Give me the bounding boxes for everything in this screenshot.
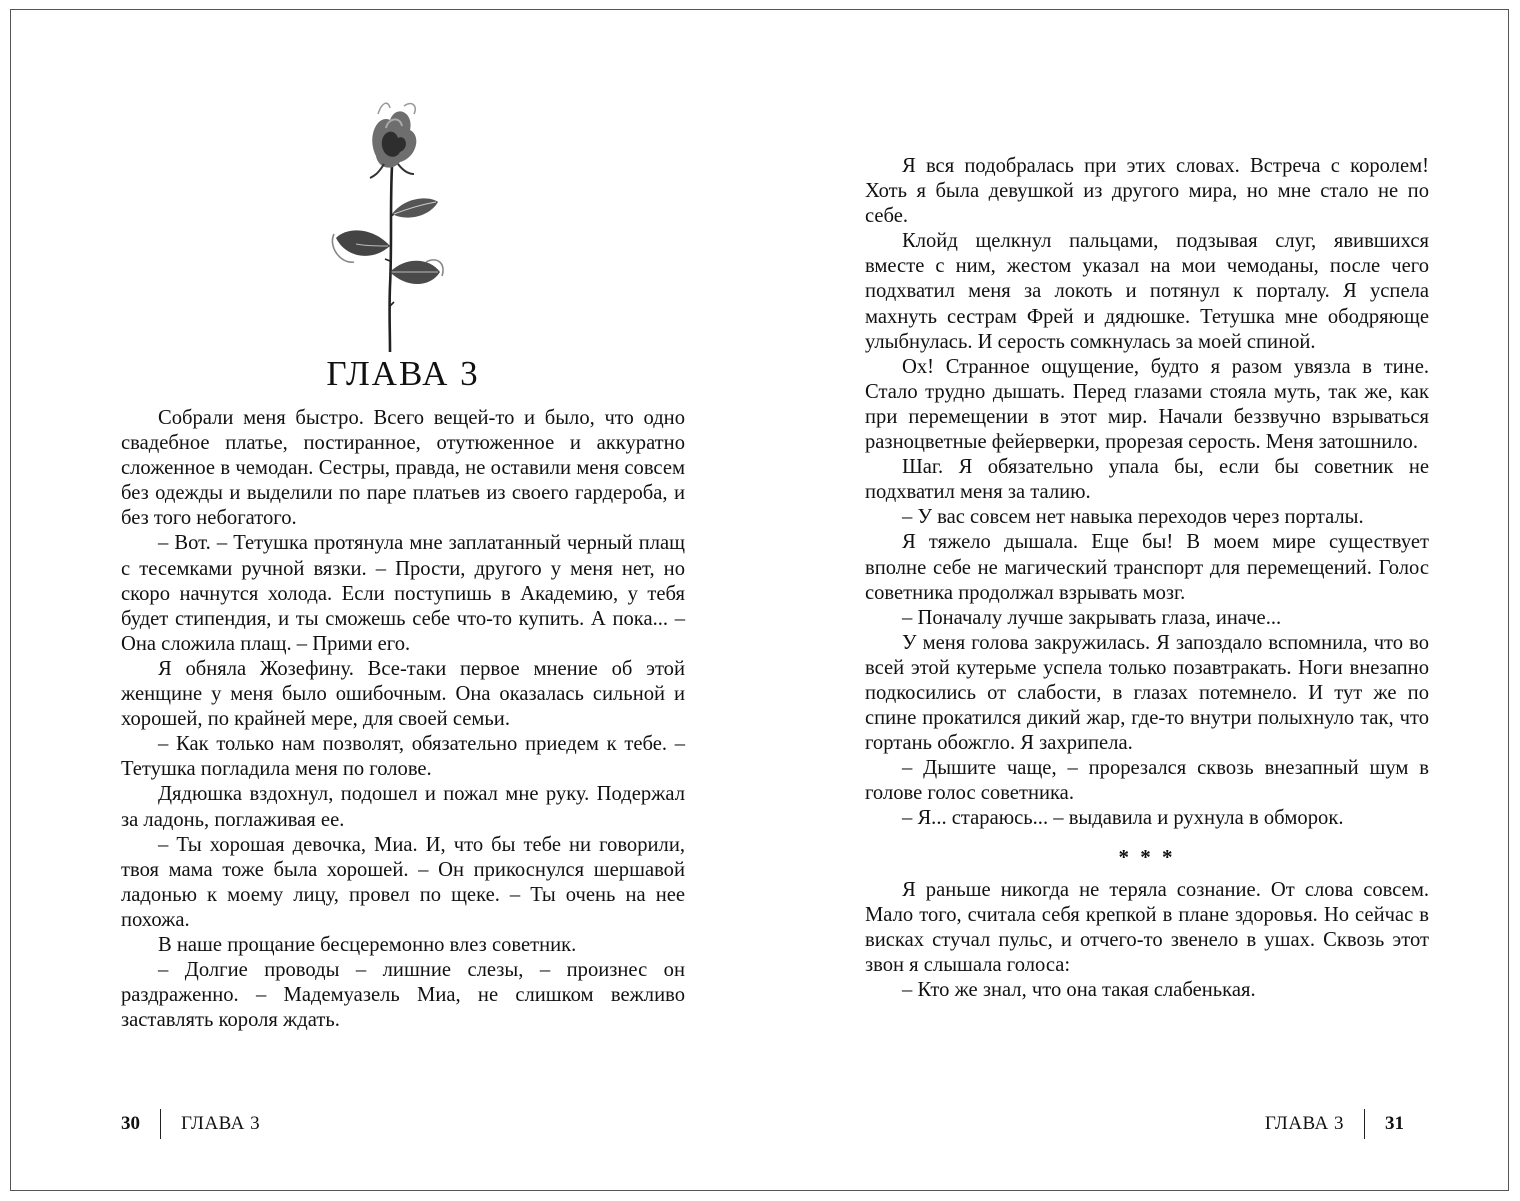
paragraph: Шаг. Я обязательно упала бы, если бы советник не подхватил меня за талию. — [865, 456, 1429, 504]
page-number: 31 — [1385, 1113, 1404, 1134]
paragraph: – Кто же знал, что она такая слабенькая. — [902, 978, 1256, 1001]
right-page-footer — [1265, 1108, 1404, 1140]
paragraph: – Ты хорошая девочка, Миа. И, что бы тебе ни говорили, твоя мама тоже была хорошей. – Он прикоснулся шершавой ладонью к моему лицу, провел по щеке. – Ты очень на нее похожа. — [121, 833, 685, 931]
paragraph: Дядюшка вздохнул, подошел и пожал мне руку. Подержал за ладонь, поглаживая ее. — [121, 783, 685, 831]
paragraph: Я раньше никогда не теряла сознание. От слова совсем. Мало того, считала себя крепкой в плане здоровья. Но сейчас в висках стучал пульс, и отчего-то звенело в ушах. Сквозь этот звон я слышала голоса: — [865, 878, 1429, 976]
left-page-footer — [121, 1108, 260, 1140]
paragraph: – Вот. – Тетушка протянула мне заплатанный черный плащ с тесемками ручной вязки. – Прости, другого у меня нет, но скоро начнутся холода. Если поступишь в Академию, у тебя будет стипендия, и ты сможешь себе что-то купить. А пока... – Она сложила плащ. – Прими его. — [121, 532, 685, 655]
chapter-title: ГЛАВА 3 — [326, 354, 480, 393]
footer-divider — [1364, 1109, 1365, 1139]
page-number: 30 — [121, 1113, 140, 1134]
book-spread — [10, 9, 1509, 1191]
paragraph: – Дышите чаще, – прорезался сквозь внезапный шум в голове голос советника. — [865, 757, 1429, 805]
footer-divider — [160, 1109, 161, 1139]
paragraph: Клойд щелкнул пальцами, подзывая слуг, явившихся вместе с ним, жестом указал на мои чемоданы, после чего подхватил меня за локоть и потянул к порталу. Я успела махнуть сестрам Фрей и дядюшке. Тетушка мне ободряюще улыбнулась. И серость сомкнулась за моей спиной. — [865, 230, 1429, 353]
left-page-body — [121, 406, 685, 1033]
running-head: ГЛАВА 3 — [181, 1113, 261, 1134]
paragraph: – У вас совсем нет навыка переходов через порталы. — [902, 506, 1364, 529]
paragraph: – Как только нам позволят, обязательно приедем к тебе. – Тетушка погладила меня по голове. — [121, 733, 685, 781]
left-page — [11, 10, 761, 1190]
section-break: * * * — [1118, 844, 1176, 869]
paragraph: Я тяжело дышала. Еще бы! В моем мире существует вполне себе не магический транспорт для перемещений. Голос советника продолжал взрывать мозг. — [865, 531, 1429, 604]
paragraph: Я обняла Жозефину. Все-таки первое мнение об этой женщине у меня было ошибочным. Она оказалась сильной и хорошей, по крайней мере, для своей семьи. — [121, 657, 685, 731]
right-page — [761, 10, 1510, 1190]
paragraph: У меня голова закружилась. Я запоздало вспомнила, что во всей этой кутерьме успела только позавтракать. Ноги внезапно подкосились от слабости, в глазах потемнело. И тут же по спине прокатился дикий жар, где-то внутри полыхнуло так, что гортань обожгло. Я захрипела. — [865, 631, 1429, 755]
paragraph: Собрали меня быстро. Всего вещей-то и было, что одно свадебное платье, постиранное, отутюженное и аккуратно сложенное в чемодан. Сестры, правда, не оставили меня совсем без одежды и выделили по паре платьев из своего гардероба, и без того небогатого. — [121, 407, 685, 530]
right-page-body — [865, 154, 1429, 1003]
running-head: ГЛАВА 3 — [1264, 1113, 1344, 1134]
paragraph: – Я... стараюсь... – выдавила и рухнула в обморок. — [902, 807, 1344, 830]
paragraph: Я вся подобралась при этих словах. Встреча с королем! Хоть я была девушкой из другого мира, но мне стало не по себе. — [865, 155, 1429, 228]
rose-stem-illustration — [326, 96, 456, 354]
paragraph: – Поначалу лучше закрывать глаза, иначе... — [902, 606, 1282, 629]
paragraph: Ох! Странное ощущение, будто я разом увязла в тине. Стало трудно дышать. Перед глазами стояла муть, так же, как при перемещении в этот мир. Начали беззвучно взрываться разноцветные фейерверки, прорезая серость. Меня затошнило. — [865, 355, 1429, 454]
paragraph: – Долгие проводы – лишние слезы, – произнес он раздраженно. – Мадемуазель Миа, не слишком вежливо заставлять короля ждать. — [121, 959, 685, 1032]
paragraph: В наше прощание бесцеремонно влез советник. — [158, 933, 577, 956]
